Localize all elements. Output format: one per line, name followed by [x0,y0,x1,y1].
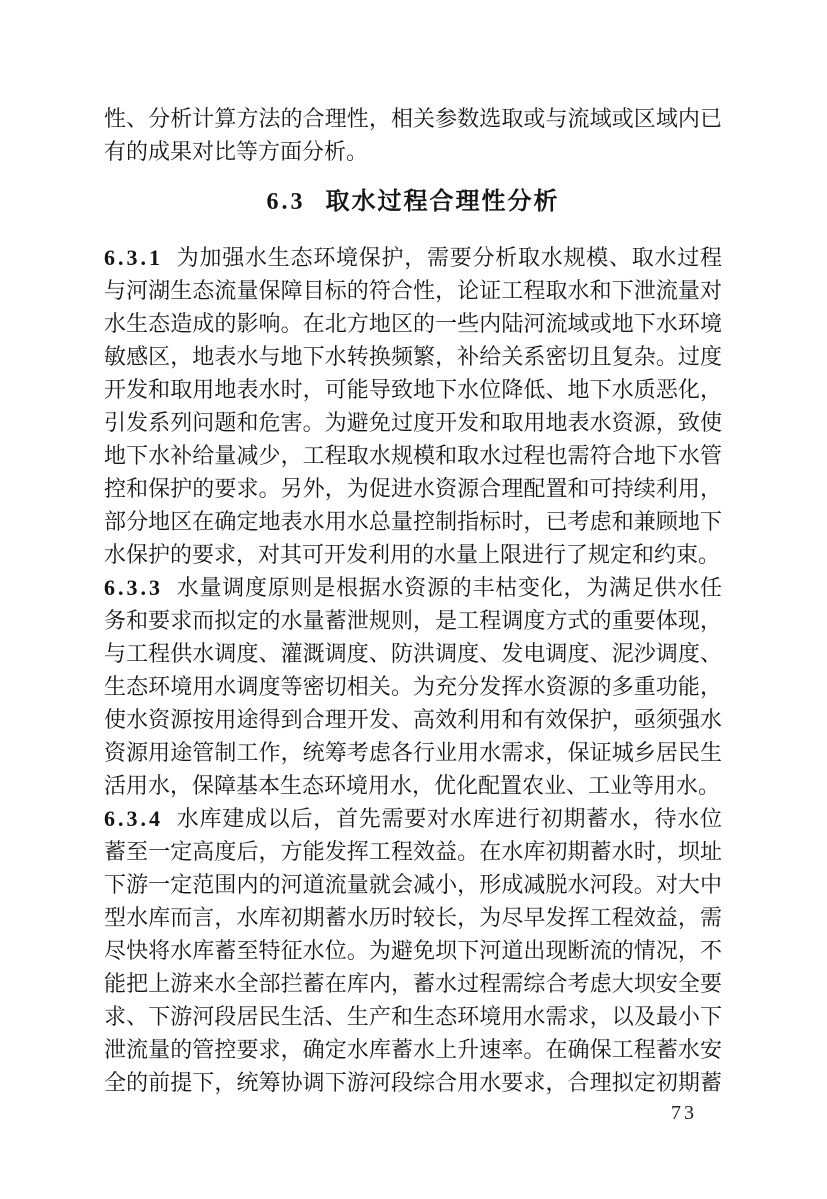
text-line: 能把上游来水全部拦蓄在库内，蓄水过程需综合考虑大坝安全要 [104,971,722,996]
document-body [104,102,722,1099]
clause-number: 6.3.3 [104,575,163,600]
text-line: 地下水补给量减少，工程取水规模和取水过程也需符合地下水管 [104,443,722,468]
text-line: 全的前提下，统筹协调下游河段综合用水要求，合理拟定初期蓄 [104,1070,722,1095]
clause-6-3-1 [104,241,722,571]
text-line: 6.3.4 水库建成以后，首先需要对水库进行初期蓄水，待水位 [104,806,722,831]
text-line: 务和要求而拟定的水量蓄泄规则，是工程调度方式的重要体现， [104,608,722,633]
text-line: 与河湖生态流量保障目标的符合性，论证工程取水和下泄流量对 [104,278,722,303]
text-line: 6.3.1 为加强水生态环境保护，需要分析取水规模、取水过程 [104,245,722,270]
text-line: 蓄至一定高度后，方能发挥工程效益。在水库初期蓄水时，坝址 [104,839,722,864]
text-line: 活用水，保障基本生态环境用水，优化配置农业、工业等用水。 [104,773,721,798]
clause-number: 6.3.1 [104,245,163,270]
text-line: 控和保护的要求。另外，为促进水资源合理配置和可持续利用， [104,476,722,501]
section-heading [104,185,722,219]
text-line: 资源用途管制工作，统筹考虑各行业用水需求，保证城乡居民生 [104,740,722,765]
text-line: 性、分析计算方法的合理性，相关参数选取或与流域或区域内已 [104,106,722,131]
section-heading-title: 取水过程合理性分析 [325,189,560,215]
text-line: 开发和取用地表水时，可能导致地下水位降低、地下水质恶化， [104,377,722,402]
text-line: 泄流量的管控要求，确定水库蓄水上升速率。在确保工程蓄水安 [104,1037,722,1062]
section-heading-number: 6.3 [266,189,306,215]
text-line: 6.3.3 水量调度原则是根据水资源的丰枯变化，为满足供水任 [104,575,722,600]
text-line: 水生态造成的影响。在北方地区的一些内陆河流域或地下水环境 [104,311,722,336]
text-line: 下游一定范围内的河道流量就会减小，形成减脱水河段。对大中 [104,872,722,897]
text-line: 敏感区，地表水与地下水转换频繁，补给关系密切且复杂。过度 [104,344,722,369]
page-number: 73 [671,1102,697,1124]
text-line: 型水库而言，水库初期蓄水历时较长，为尽早发挥工程效益，需 [104,905,722,930]
text-line: 水保护的要求，对其可开发利用的水量上限进行了规定和约束。 [104,542,721,567]
text-line: 部分地区在确定地表水用水总量控制指标时，已考虑和兼顾地下 [104,509,722,534]
text-line: 尽快将水库蓄至特征水位。为避免坝下河道出现断流的情况，不 [104,938,722,963]
text-line: 使水资源按用途得到合理开发、高效利用和有效保护，亟须强水 [104,707,722,732]
text-line: 引发系列问题和危害。为避免过度开发和取用地表水资源，致使 [104,410,722,435]
clause-number: 6.3.4 [104,806,163,831]
clause-6-3-3 [104,571,722,802]
text-line: 有的成果对比等方面分析。 [104,139,369,164]
clause-6-3-4 [104,802,722,1099]
paragraph-continuation [104,102,722,168]
text-line: 与工程供水调度、灌溉调度、防洪调度、发电调度、泥沙调度、 [104,641,722,666]
text-line: 求、下游河段居民生活、生产和生态环境用水需求，以及最小下 [104,1004,722,1029]
text-line: 生态环境用水调度等密切相关。为充分发挥水资源的多重功能， [104,674,722,699]
